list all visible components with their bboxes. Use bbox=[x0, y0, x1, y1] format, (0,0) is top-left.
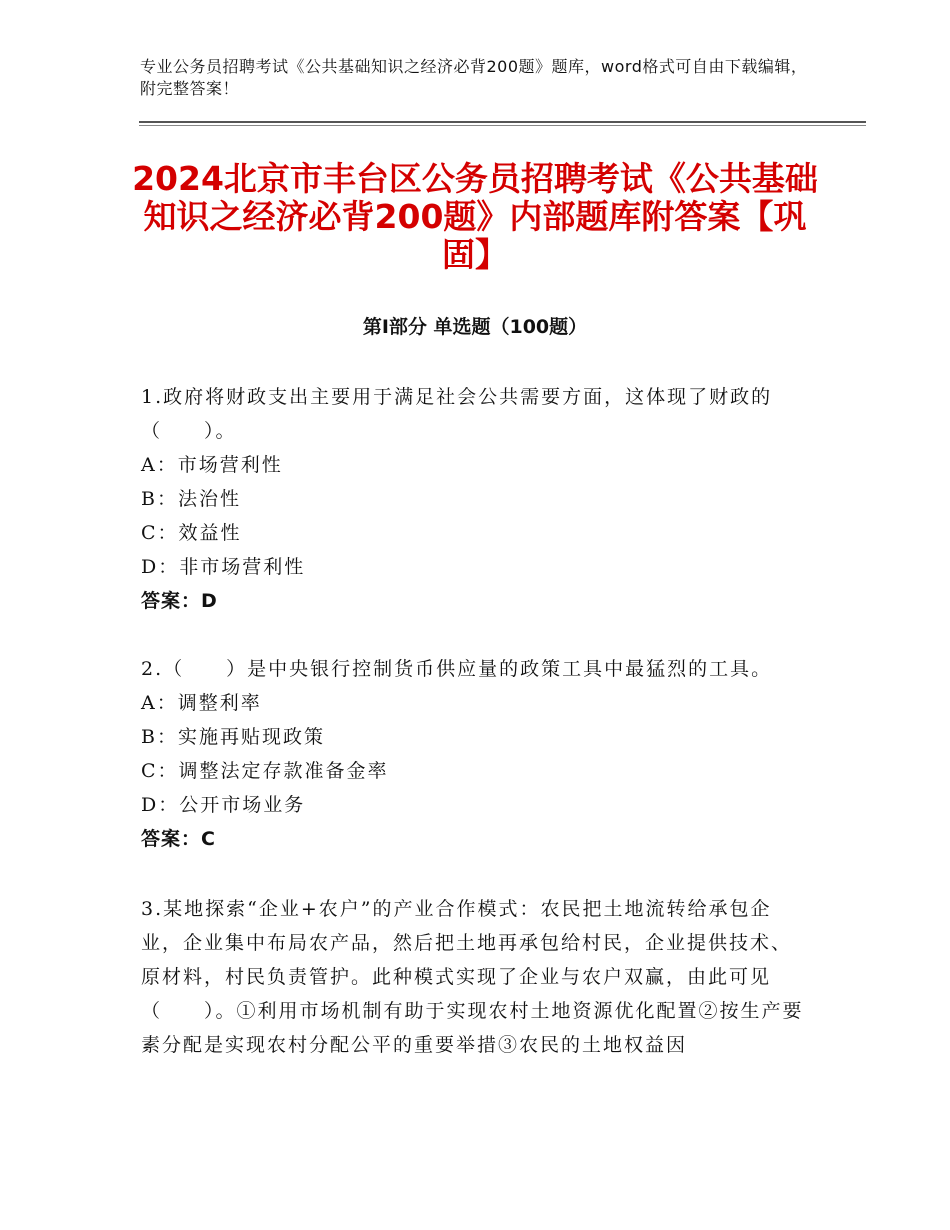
option-c: C：调整法定存款准备金率 bbox=[141, 760, 389, 782]
section-heading: 第Ⅰ部分 单选题（100题） bbox=[362, 316, 588, 338]
question-2 bbox=[141, 652, 811, 856]
option-d: D：非市场营利性 bbox=[141, 556, 306, 578]
document-title: 2024北京市丰台区公务员招聘考试《公共基础知识之经济必背200题》内部题库附答案【巩固】 bbox=[132, 159, 818, 274]
option-b: B：法治性 bbox=[141, 488, 241, 510]
option-a: A：调整利率 bbox=[141, 692, 262, 714]
option-c: C：效益性 bbox=[141, 522, 242, 544]
option-a: A：市场营利性 bbox=[141, 454, 283, 476]
header-divider-thin bbox=[139, 125, 866, 126]
question-stem: 3.某地探索“企业+农户”的产业合作模式：农民把土地流转给承包企业，企业集中布局农产品，然后把土地再承包给村民，企业提供技术、原材料，村民负责管护。此种模式实现了企业与农户双赢，由此可见（ ）。①利用市场机制有助于实现农村土地资源优化配置②按生产要素分配是实现农村分配公平的重要举措③农民的土地权益因 bbox=[141, 898, 804, 1056]
option-b: B：实施再贴现政策 bbox=[141, 726, 325, 748]
answer-line: 答案：C bbox=[141, 828, 216, 850]
question-stem: 1.政府将财政支出主要用于满足社会公共需要方面，这体现了财政的（ ）。 bbox=[141, 386, 773, 442]
option-d: D：公开市场业务 bbox=[141, 794, 306, 816]
answer-line: 答案：D bbox=[141, 590, 218, 612]
header-divider-thick bbox=[139, 121, 866, 123]
document-header-note: 专业公务员招聘考试《公共基础知识之经济必背200题》题库，word格式可自由下载编辑，附完整答案！ bbox=[140, 57, 808, 98]
question-1 bbox=[141, 380, 811, 618]
question-3 bbox=[141, 892, 811, 1062]
question-stem: 2.（ ）是中央银行控制货币供应量的政策工具中最猛烈的工具。 bbox=[141, 658, 773, 680]
